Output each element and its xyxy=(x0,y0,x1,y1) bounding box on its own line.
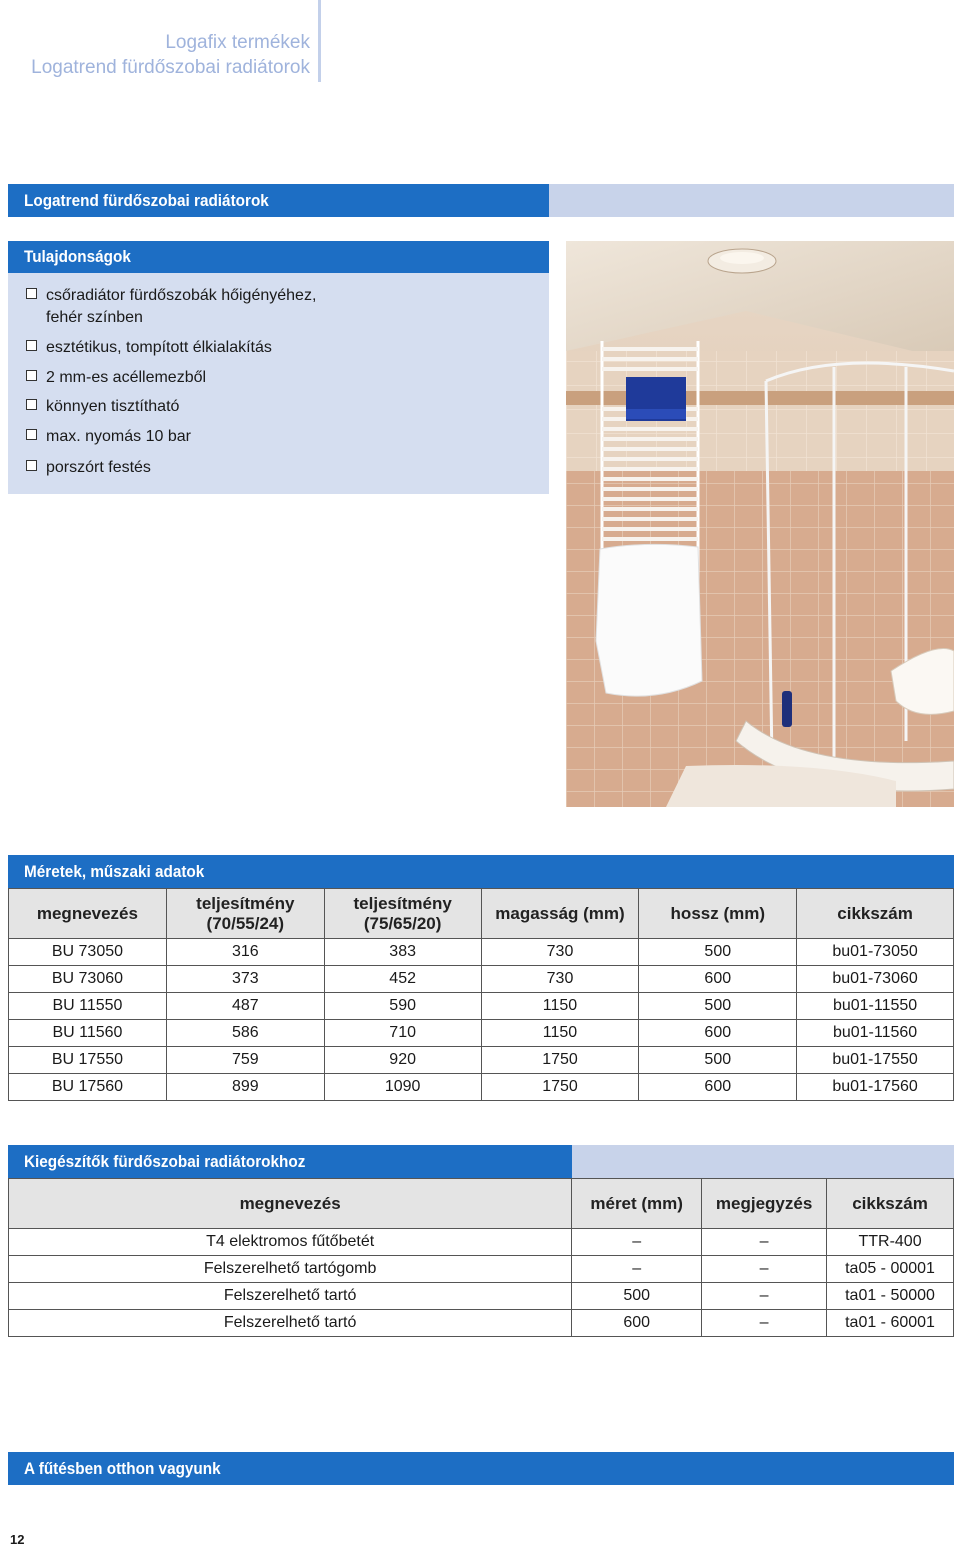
col-header-length: hossz (mm) xyxy=(639,889,797,939)
specs-header-row xyxy=(9,889,954,939)
col-header-height: magasság (mm) xyxy=(481,889,639,939)
property-item: max. nyomás 10 bar xyxy=(26,426,191,448)
table-cell: BU 73050 xyxy=(9,939,167,966)
col-header-name: megnevezés xyxy=(9,889,167,939)
table-cell: bu01-11550 xyxy=(797,993,954,1020)
page-header xyxy=(31,30,310,80)
section-title-bar xyxy=(8,184,549,217)
table-cell: – xyxy=(702,1283,827,1310)
table-cell: 600 xyxy=(639,1020,797,1047)
table-cell: 452 xyxy=(324,966,481,993)
table-cell: 316 xyxy=(166,939,324,966)
properties-title: Tulajdonságok xyxy=(24,247,131,266)
col-header-note: megjegyzés xyxy=(702,1179,827,1229)
checkbox-icon xyxy=(26,340,37,351)
table-cell: 383 xyxy=(324,939,481,966)
accessories-header-row xyxy=(9,1179,954,1229)
accessories-title-bar-extension xyxy=(572,1145,954,1178)
col-header-perf-70: teljesítmény (70/55/24) xyxy=(166,889,324,939)
table-cell: Felszerelhető tartó xyxy=(9,1310,572,1337)
table-cell: ta01 - 60001 xyxy=(827,1310,954,1337)
table-cell: 899 xyxy=(166,1074,324,1101)
footer-slogan: A fűtésben otthon vagyunk xyxy=(24,1459,221,1478)
accessories-title: Kiegészítők fürdőszobai radiátorokhoz xyxy=(24,1152,306,1171)
properties-title-bar xyxy=(8,241,549,273)
table-cell: BU 11560 xyxy=(9,1020,167,1047)
table-cell: ta01 - 50000 xyxy=(827,1283,954,1310)
col-header-code: cikkszám xyxy=(797,889,954,939)
table-cell: bu01-17550 xyxy=(797,1047,954,1074)
table-cell: 1150 xyxy=(481,993,639,1020)
checkbox-icon xyxy=(26,399,37,410)
table-cell: – xyxy=(702,1310,827,1337)
table-cell: 500 xyxy=(572,1283,702,1310)
checkbox-icon xyxy=(26,288,37,299)
table-cell: 600 xyxy=(572,1310,702,1337)
table-row xyxy=(9,1310,954,1337)
properties-panel xyxy=(8,273,549,494)
table-cell: 487 xyxy=(166,993,324,1020)
table-row xyxy=(9,993,954,1020)
table-cell: BU 17550 xyxy=(9,1047,167,1074)
table-cell: bu01-73050 xyxy=(797,939,954,966)
property-item: porszórt festés xyxy=(26,457,151,479)
footer-slogan-bar xyxy=(8,1452,954,1485)
checkbox-icon xyxy=(26,370,37,381)
checkbox-icon xyxy=(26,460,37,471)
table-cell: 1150 xyxy=(481,1020,639,1047)
specs-title-bar xyxy=(8,855,954,888)
table-cell: 500 xyxy=(639,993,797,1020)
table-row xyxy=(9,1047,954,1074)
table-cell: 600 xyxy=(639,966,797,993)
table-cell: 1750 xyxy=(481,1047,639,1074)
table-cell: BU 11550 xyxy=(9,993,167,1020)
table-cell: – xyxy=(572,1256,702,1283)
table-row xyxy=(9,939,954,966)
table-cell: 759 xyxy=(166,1047,324,1074)
table-cell: BU 73060 xyxy=(9,966,167,993)
property-item: esztétikus, tompított élkialakítás xyxy=(26,337,272,359)
accessories-table xyxy=(8,1178,954,1337)
bathroom-photo xyxy=(566,241,954,807)
property-item: könnyen tisztítható xyxy=(26,396,179,418)
table-row xyxy=(9,966,954,993)
specs-title: Méretek, műszaki adatok xyxy=(24,862,205,881)
table-row xyxy=(9,1074,954,1101)
table-cell: 1090 xyxy=(324,1074,481,1101)
table-cell: – xyxy=(572,1229,702,1256)
table-cell: ta05 - 00001 xyxy=(827,1256,954,1283)
col-header-size: méret (mm) xyxy=(572,1179,702,1229)
table-row xyxy=(9,1020,954,1047)
table-cell: 586 xyxy=(166,1020,324,1047)
header-divider xyxy=(318,0,321,82)
table-cell: BU 17560 xyxy=(9,1074,167,1101)
property-item: 2 mm-es acéllemezből xyxy=(26,367,206,389)
table-cell: 920 xyxy=(324,1047,481,1074)
table-cell: Felszerelhető tartó xyxy=(9,1283,572,1310)
table-cell: 1750 xyxy=(481,1074,639,1101)
header-line-1: Logafix termékek xyxy=(165,32,310,53)
specs-table xyxy=(8,888,954,1101)
col-header-code: cikkszám xyxy=(827,1179,954,1229)
table-cell: 590 xyxy=(324,993,481,1020)
table-cell: Felszerelhető tartógomb xyxy=(9,1256,572,1283)
table-row xyxy=(9,1283,954,1310)
table-cell: 710 xyxy=(324,1020,481,1047)
checkbox-icon xyxy=(26,429,37,440)
table-cell: 373 xyxy=(166,966,324,993)
accessories-title-bar xyxy=(8,1145,572,1178)
property-item-continuation: fehér színben xyxy=(46,309,143,326)
table-cell: bu01-73060 xyxy=(797,966,954,993)
col-header-name: megnevezés xyxy=(9,1179,572,1229)
table-cell: 730 xyxy=(481,939,639,966)
table-cell: T4 elektromos fűtőbetét xyxy=(9,1229,572,1256)
table-cell: 730 xyxy=(481,966,639,993)
header-line-2: Logatrend fürdőszobai radiátorok xyxy=(31,57,310,78)
property-item: csőradiátor fürdőszobák hőigényéhez, xyxy=(26,285,316,307)
section-title-bar-extension xyxy=(549,184,954,217)
table-cell: bu01-17560 xyxy=(797,1074,954,1101)
table-cell: – xyxy=(702,1256,827,1283)
table-cell: TTR-400 xyxy=(827,1229,954,1256)
col-header-perf-75: teljesítmény (75/65/20) xyxy=(324,889,481,939)
table-cell: bu01-11560 xyxy=(797,1020,954,1047)
section-title: Logatrend fürdőszobai radiátorok xyxy=(24,191,269,210)
table-row xyxy=(9,1256,954,1283)
table-cell: – xyxy=(702,1229,827,1256)
table-cell: 500 xyxy=(639,939,797,966)
table-row xyxy=(9,1229,954,1256)
table-cell: 600 xyxy=(639,1074,797,1101)
page-number: 12 xyxy=(10,1532,25,1547)
table-cell: 500 xyxy=(639,1047,797,1074)
